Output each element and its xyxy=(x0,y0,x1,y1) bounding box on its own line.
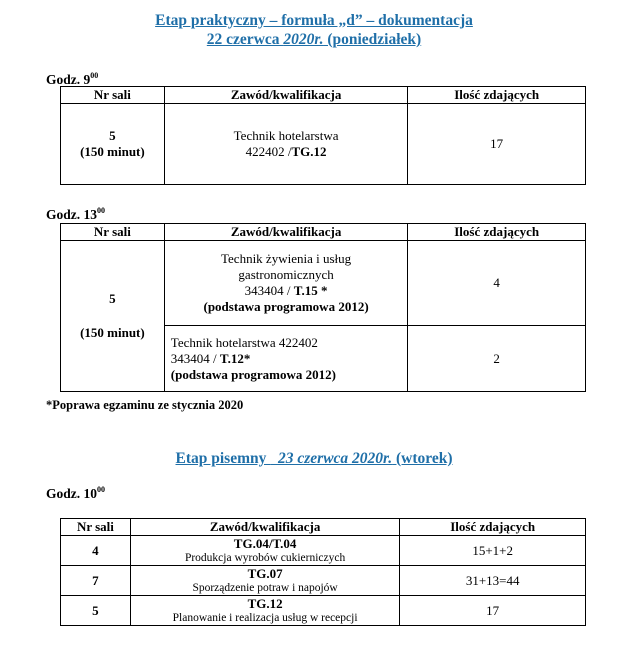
table-row xyxy=(61,536,586,566)
table-row xyxy=(61,566,586,596)
time-minutes: 00 xyxy=(97,206,106,215)
table-header-row xyxy=(61,519,586,536)
qualification-code: TG.12 xyxy=(247,595,283,611)
time-minutes: 00 xyxy=(97,485,106,494)
qualification-name: Technik żywienia i usług xyxy=(221,251,352,266)
table-header-row xyxy=(61,224,586,241)
duration: (150 minut) xyxy=(80,325,145,340)
qualification-name: Produkcja wyrobów cukierniczych xyxy=(184,551,346,564)
heading-practical-date xyxy=(0,31,628,49)
time-hour: Godz. 9 xyxy=(46,72,91,87)
table-row xyxy=(61,596,586,626)
count-cell: 31+13=44 xyxy=(400,566,586,596)
count-cell: 17 xyxy=(408,104,586,185)
stage-name: Etap pisemny xyxy=(175,450,271,467)
footnote: *Poprawa egzaminu ze stycznia 2020 xyxy=(46,398,244,412)
room-number: 5 xyxy=(109,291,116,306)
count-cell: 15+1+2 xyxy=(400,536,586,566)
code-number: 343404 / xyxy=(244,283,294,298)
written-weekday: (wtorek) xyxy=(392,450,453,467)
heading-written-stage xyxy=(0,450,628,468)
qualification-cell xyxy=(130,596,400,626)
written-date: 23 czerwca 2020r. xyxy=(278,450,393,467)
table-row xyxy=(61,241,586,326)
count-cell: 2 xyxy=(408,326,586,392)
room-number: 5 xyxy=(109,128,116,143)
curriculum-basis: (podstawa programowa 2012) xyxy=(170,366,336,382)
qualification-cell xyxy=(164,241,408,326)
qualification-cell xyxy=(164,326,408,392)
session3-time xyxy=(46,485,105,502)
qualification-name: Technik hotelarstwa xyxy=(233,128,339,143)
code-symbol: TG.12 xyxy=(291,144,327,159)
qualification-name: Sporządzenie potraw i napojów xyxy=(192,581,338,594)
table-row xyxy=(61,104,586,185)
qualification-name: Planowanie i realizacja usług w recepcji xyxy=(172,611,358,624)
code-symbol: T.15 * xyxy=(293,283,328,298)
time-hour: Godz. 13 xyxy=(46,207,98,222)
col-qualification: Zawód/kwalifikacja xyxy=(164,224,408,241)
time-hour: Godz. 10 xyxy=(46,486,98,501)
qualification-code xyxy=(168,283,405,299)
room-cell: 5 xyxy=(61,596,131,626)
date-weekday: (poniedziałek) xyxy=(323,31,422,48)
session2-table xyxy=(60,223,586,392)
qualification-cell xyxy=(130,566,400,596)
qualification-name-cont: gastronomicznych xyxy=(238,267,334,282)
code-number: 422402 / xyxy=(245,144,292,159)
qualification-code xyxy=(171,351,405,367)
col-qualification: Zawód/kwalifikacja xyxy=(130,519,400,536)
col-count: Ilość zdających xyxy=(408,87,586,104)
col-count: Ilość zdających xyxy=(400,519,586,536)
heading-practical-stage: Etap praktyczny – formuła „d” – dokumentacja xyxy=(155,12,473,29)
col-room: Nr sali xyxy=(61,224,165,241)
col-qualification: Zawód/kwalifikacja xyxy=(164,87,408,104)
curriculum-basis: (podstawa programowa 2012) xyxy=(203,299,369,314)
qualification-code: TG.07 xyxy=(247,565,283,581)
qualification-name: Technik hotelarstwa 422402 xyxy=(170,334,318,350)
count-cell: 17 xyxy=(400,596,586,626)
col-count: Ilość zdających xyxy=(408,224,586,241)
count-cell: 4 xyxy=(408,241,586,326)
session2-time xyxy=(46,206,105,223)
code-symbol: T.12* xyxy=(219,350,251,366)
col-room: Nr sali xyxy=(61,87,165,104)
session3-table xyxy=(60,518,586,626)
qualification-cell xyxy=(130,536,400,566)
room-cell xyxy=(61,241,165,392)
duration: (150 minut) xyxy=(80,144,145,159)
room-cell: 4 xyxy=(61,536,131,566)
table-header-row xyxy=(61,87,586,104)
room-cell xyxy=(61,104,165,185)
date-day: 22 czerwca xyxy=(206,31,284,48)
col-room: Nr sali xyxy=(61,519,131,536)
date-year: 2020r. xyxy=(283,31,324,48)
session1-table xyxy=(60,86,586,185)
time-minutes: 00 xyxy=(90,71,99,80)
code-number: 343404 / xyxy=(170,350,220,366)
qualification-code: TG.04/T.04 xyxy=(233,535,297,551)
room-cell: 7 xyxy=(61,566,131,596)
qualification-cell xyxy=(164,104,408,185)
qualification-code xyxy=(168,144,405,160)
